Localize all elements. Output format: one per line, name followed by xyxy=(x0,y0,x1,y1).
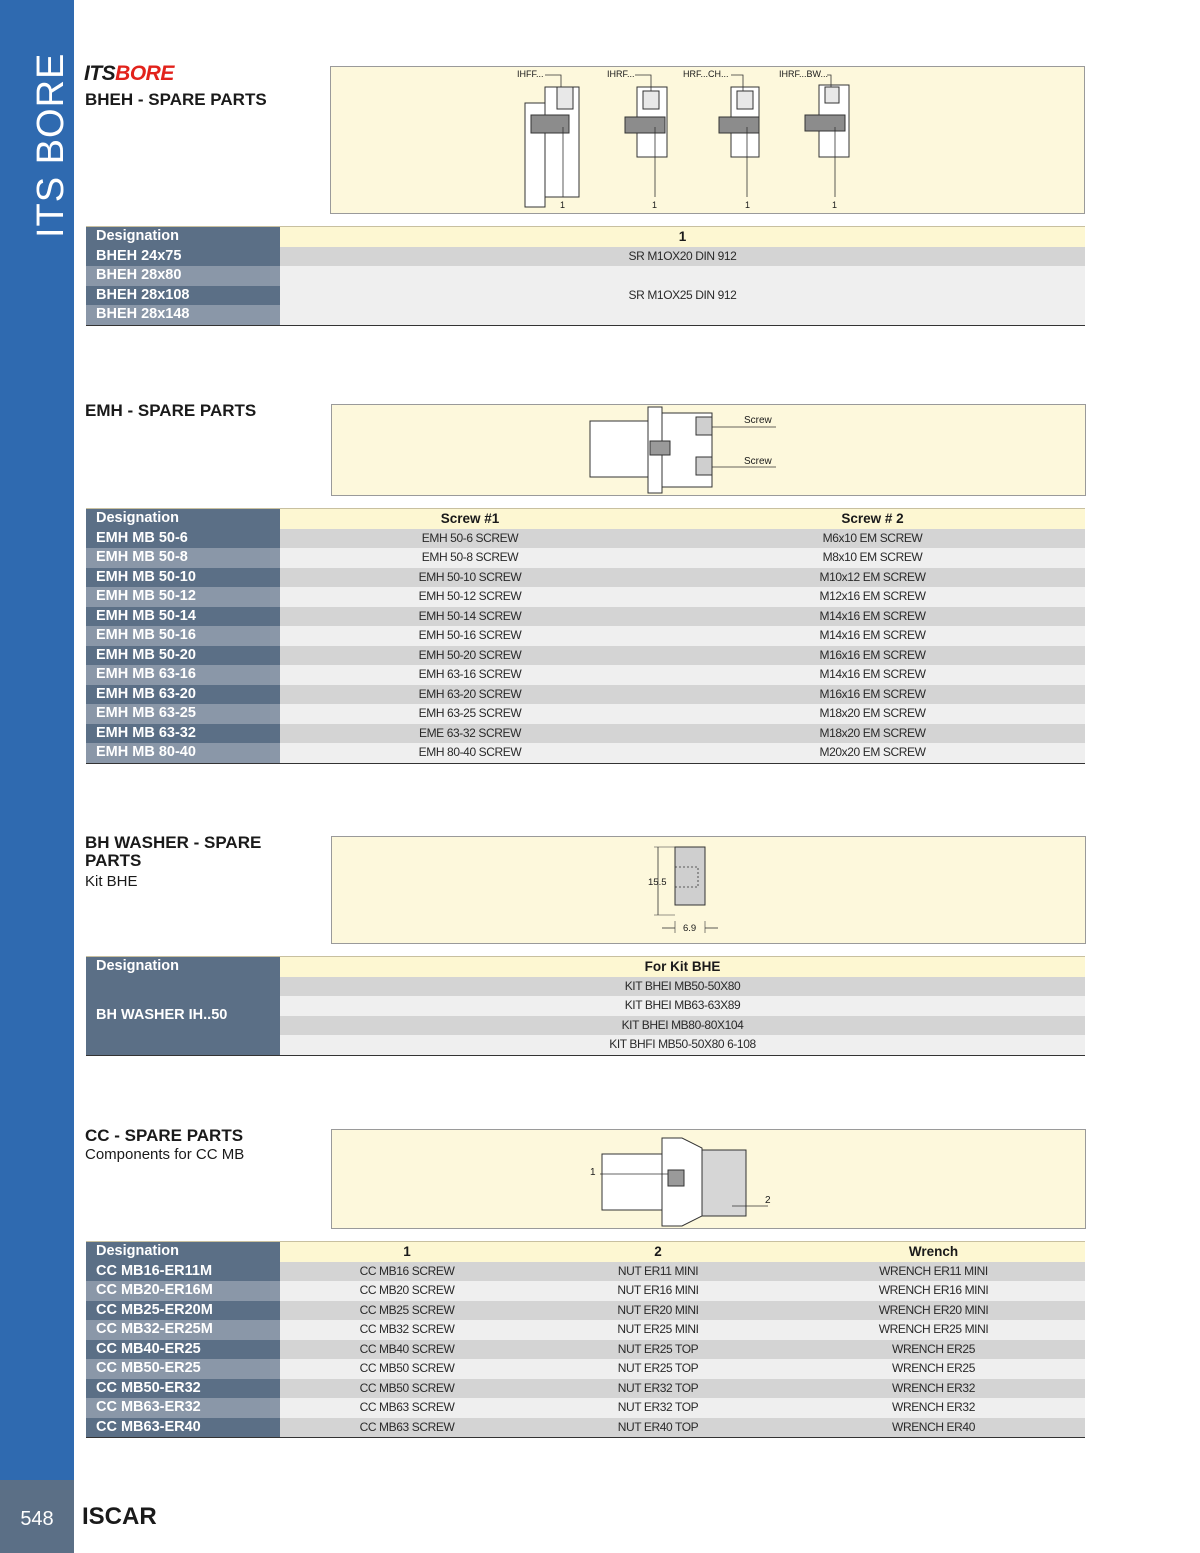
designation-cell: EMH MB 80-40 xyxy=(86,743,280,763)
screw-cell: CC MB50 SCREW xyxy=(280,1379,534,1399)
table-row xyxy=(86,977,1085,997)
designation-cell: BH WASHER IH..50 xyxy=(86,977,280,1056)
bheh-fig-num-2: 1 xyxy=(652,200,658,210)
value-cell: SR M1OX25 DIN 912 xyxy=(280,266,1085,325)
table-row xyxy=(86,247,1085,267)
screw-1-cell: EMH 50-10 SCREW xyxy=(280,568,660,588)
nut-cell: NUT ER40 TOP xyxy=(534,1418,782,1438)
sidebar-title xyxy=(14,52,72,438)
nut-cell: NUT ER32 TOP xyxy=(534,1398,782,1418)
screw-2-cell: M14x16 EM SCREW xyxy=(660,665,1085,685)
bheh-fig-label-4: IHRF...BW... xyxy=(779,69,829,79)
footer-brand: ISCAR xyxy=(82,1503,157,1530)
designation-cell: BHEH 28x108 xyxy=(86,286,280,306)
nut-cell: NUT ER25 MINI xyxy=(534,1320,782,1340)
screw-2-cell: M18x20 EM SCREW xyxy=(660,704,1085,724)
washer-table xyxy=(86,956,1085,1056)
table-row xyxy=(86,1359,1085,1379)
emh-drawing xyxy=(332,405,1087,497)
kit-cell: KIT BHEI MB80-80X104 xyxy=(280,1016,1085,1036)
screw-cell: CC MB16 SCREW xyxy=(280,1262,534,1282)
screw-2-cell: M12x16 EM SCREW xyxy=(660,587,1085,607)
washer-section-subtitle: Kit BHE xyxy=(85,873,138,890)
wrench-cell: WRENCH ER11 MINI xyxy=(782,1262,1085,1282)
designation-cell: EMH MB 63-32 xyxy=(86,724,280,744)
screw-1-cell: EMH 50-6 SCREW xyxy=(280,529,660,549)
washer-section-title-line2: PARTS xyxy=(85,851,142,870)
table-row xyxy=(86,587,1085,607)
table-row xyxy=(86,646,1085,666)
screw-cell: CC MB32 SCREW xyxy=(280,1320,534,1340)
screw-1-cell: EMH 50-16 SCREW xyxy=(280,626,660,646)
header-col-1: 1 xyxy=(280,1242,534,1262)
emh-figure xyxy=(331,404,1086,496)
designation-cell: EMH MB 50-10 xyxy=(86,568,280,588)
sidebar-title-text: ITS BORE xyxy=(30,52,72,238)
itsbore-logo xyxy=(84,62,174,86)
designation-cell: EMH MB 50-14 xyxy=(86,607,280,627)
emh-fig-label-1: Screw xyxy=(744,415,772,426)
table-row xyxy=(86,548,1085,568)
cc-figure xyxy=(331,1129,1086,1229)
designation-cell: EMH MB 63-25 xyxy=(86,704,280,724)
designation-cell: CC MB25-ER20M xyxy=(86,1301,280,1321)
designation-cell: CC MB40-ER25 xyxy=(86,1340,280,1360)
screw-1-cell: EMH 63-25 SCREW xyxy=(280,704,660,724)
nut-cell: NUT ER20 MINI xyxy=(534,1301,782,1321)
table-row xyxy=(86,1301,1085,1321)
header-for-kit: For Kit BHE xyxy=(280,957,1085,977)
table-row xyxy=(86,1281,1085,1301)
table-header-row xyxy=(86,509,1085,529)
screw-2-cell: M16x16 EM SCREW xyxy=(660,685,1085,705)
screw-1-cell: EMH 50-14 SCREW xyxy=(280,607,660,627)
screw-cell: CC MB20 SCREW xyxy=(280,1281,534,1301)
wrench-cell: WRENCH ER16 MINI xyxy=(782,1281,1085,1301)
screw-cell: CC MB25 SCREW xyxy=(280,1301,534,1321)
logo-part-bore: BORE xyxy=(115,62,174,85)
washer-section-title-line1: BH WASHER - SPARE xyxy=(85,833,262,852)
washer-drawing xyxy=(332,837,1087,945)
screw-cell: CC MB63 SCREW xyxy=(280,1418,534,1438)
table-row xyxy=(86,1379,1085,1399)
table-row xyxy=(86,529,1085,549)
kit-cell: KIT BHEI MB63-63X89 xyxy=(280,996,1085,1016)
screw-1-cell: EMH 50-20 SCREW xyxy=(280,646,660,666)
designation-cell: CC MB50-ER25 xyxy=(86,1359,280,1379)
screw-2-cell: M6x10 EM SCREW xyxy=(660,529,1085,549)
emh-fig-label-2: Screw xyxy=(744,456,772,467)
cc-drawing xyxy=(332,1130,1087,1230)
designation-cell: CC MB16-ER11M xyxy=(86,1262,280,1282)
screw-cell: CC MB63 SCREW xyxy=(280,1398,534,1418)
screw-1-cell: EMH 63-20 SCREW xyxy=(280,685,660,705)
table-row xyxy=(86,685,1085,705)
emh-table xyxy=(86,508,1085,764)
nut-cell: NUT ER16 MINI xyxy=(534,1281,782,1301)
designation-cell: BHEH 28x80 xyxy=(86,266,280,286)
wrench-cell: WRENCH ER32 xyxy=(782,1379,1085,1399)
cc-fig-label-1: 1 xyxy=(590,1167,596,1178)
bheh-figure xyxy=(330,66,1085,214)
screw-cell: CC MB40 SCREW xyxy=(280,1340,534,1360)
designation-cell: BHEH 28x148 xyxy=(86,305,280,325)
table-row xyxy=(86,1340,1085,1360)
sidebar xyxy=(0,0,74,1480)
bheh-fig-num-4: 1 xyxy=(832,200,838,210)
table-row xyxy=(86,626,1085,646)
designation-cell: CC MB63-ER32 xyxy=(86,1398,280,1418)
table-row xyxy=(86,1398,1085,1418)
bheh-drawing xyxy=(331,67,1086,215)
screw-2-cell: M16x16 EM SCREW xyxy=(660,646,1085,666)
nut-cell: NUT ER25 TOP xyxy=(534,1340,782,1360)
table-row xyxy=(86,1262,1085,1282)
nut-cell: NUT ER25 TOP xyxy=(534,1359,782,1379)
table-row xyxy=(86,266,1085,286)
page-number: 548 xyxy=(20,1508,54,1530)
wrench-cell: WRENCH ER20 MINI xyxy=(782,1301,1085,1321)
wrench-cell: WRENCH ER32 xyxy=(782,1398,1085,1418)
wrench-cell: WRENCH ER25 xyxy=(782,1359,1085,1379)
emh-section-title: EMH - SPARE PARTS xyxy=(85,401,257,420)
designation-cell: EMH MB 50-8 xyxy=(86,548,280,568)
nut-cell: NUT ER32 TOP xyxy=(534,1379,782,1399)
designation-cell: BHEH 24x75 xyxy=(86,247,280,267)
designation-cell: EMH MB 63-20 xyxy=(86,685,280,705)
header-screw-2: Screw # 2 xyxy=(660,509,1085,529)
header-col-1: 1 xyxy=(280,227,1085,247)
bheh-fig-label-1: IHFF... xyxy=(517,69,544,79)
screw-1-cell: EMH 80-40 SCREW xyxy=(280,743,660,763)
table-row xyxy=(86,704,1085,724)
screw-2-cell: M14x16 EM SCREW xyxy=(660,626,1085,646)
table-row xyxy=(86,607,1085,627)
cc-section-subtitle: Components for CC MB xyxy=(85,1146,245,1163)
wrench-cell: WRENCH ER25 MINI xyxy=(782,1320,1085,1340)
designation-cell: EMH MB 50-16 xyxy=(86,626,280,646)
designation-cell: CC MB20-ER16M xyxy=(86,1281,280,1301)
designation-cell: EMH MB 50-6 xyxy=(86,529,280,549)
header-screw-1: Screw #1 xyxy=(280,509,660,529)
washer-dim-height: 15.5 xyxy=(648,877,667,888)
table-row xyxy=(86,1418,1085,1438)
screw-1-cell: EME 63-32 SCREW xyxy=(280,724,660,744)
cc-fig-label-2: 2 xyxy=(765,1195,771,1206)
screw-1-cell: EMH 50-8 SCREW xyxy=(280,548,660,568)
washer-dim-width: 6.9 xyxy=(683,923,697,934)
kit-cell: KIT BHFI MB50-50X80 6-108 xyxy=(280,1035,1085,1055)
header-wrench: Wrench xyxy=(782,1242,1085,1262)
header-designation: Designation xyxy=(86,1242,280,1262)
designation-cell: CC MB32-ER25M xyxy=(86,1320,280,1340)
cc-table xyxy=(86,1241,1085,1438)
cc-section-title: CC - SPARE PARTS xyxy=(85,1126,244,1145)
logo-part-its: ITS xyxy=(84,62,116,85)
bheh-section-title: BHEH - SPARE PARTS xyxy=(85,90,267,109)
bheh-fig-label-3: HRF...CH... xyxy=(683,69,729,79)
bheh-table xyxy=(86,226,1085,326)
screw-2-cell: M8x10 EM SCREW xyxy=(660,548,1085,568)
header-designation: Designation xyxy=(86,227,280,247)
value-cell: SR M1OX20 DIN 912 xyxy=(280,247,1085,267)
header-designation: Designation xyxy=(86,957,280,977)
bheh-fig-num-3: 1 xyxy=(745,200,751,210)
table-header-row xyxy=(86,1242,1085,1262)
screw-2-cell: M10x12 EM SCREW xyxy=(660,568,1085,588)
screw-2-cell: M14x16 EM SCREW xyxy=(660,607,1085,627)
table-row xyxy=(86,1320,1085,1340)
table-header-row xyxy=(86,227,1085,247)
wrench-cell: WRENCH ER25 xyxy=(782,1340,1085,1360)
header-col-2: 2 xyxy=(534,1242,782,1262)
wrench-cell: WRENCH ER40 xyxy=(782,1418,1085,1438)
screw-2-cell: M20x20 EM SCREW xyxy=(660,743,1085,763)
table-header-row xyxy=(86,957,1085,977)
designation-cell: CC MB50-ER32 xyxy=(86,1379,280,1399)
header-designation: Designation xyxy=(86,509,280,529)
designation-cell: EMH MB 63-16 xyxy=(86,665,280,685)
designation-cell: EMH MB 50-20 xyxy=(86,646,280,666)
table-row xyxy=(86,743,1085,763)
nut-cell: NUT ER11 MINI xyxy=(534,1262,782,1282)
screw-cell: CC MB50 SCREW xyxy=(280,1359,534,1379)
kit-cell: KIT BHEI MB50-50X80 xyxy=(280,977,1085,997)
designation-cell: CC MB63-ER40 xyxy=(86,1418,280,1438)
screw-1-cell: EMH 63-16 SCREW xyxy=(280,665,660,685)
table-row xyxy=(86,568,1085,588)
table-row xyxy=(86,665,1085,685)
screw-2-cell: M18x20 EM SCREW xyxy=(660,724,1085,744)
table-row xyxy=(86,724,1085,744)
designation-cell: EMH MB 50-12 xyxy=(86,587,280,607)
bheh-fig-label-2: IHRF... xyxy=(607,69,635,79)
washer-figure xyxy=(331,836,1086,944)
screw-1-cell: EMH 50-12 SCREW xyxy=(280,587,660,607)
bheh-fig-num-1: 1 xyxy=(560,200,566,210)
